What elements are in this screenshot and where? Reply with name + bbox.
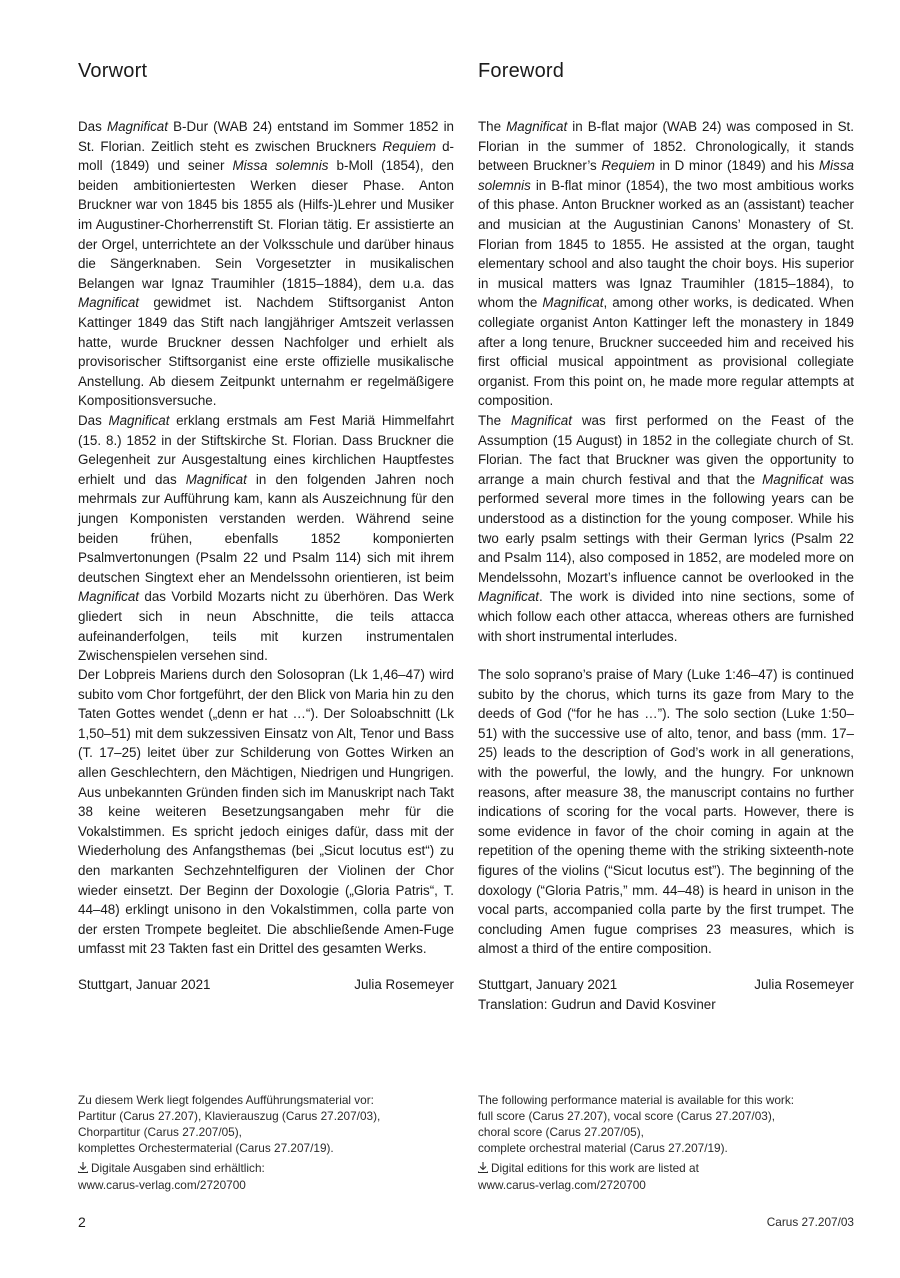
- carus-link[interactable]: www.carus-verlag.com/2720700: [78, 1178, 246, 1192]
- download-icon: [478, 1161, 488, 1177]
- italic-title: Magnificat: [478, 589, 540, 605]
- foreword-column: [478, 0, 854, 1278]
- italic-title: Missa solemnis: [232, 158, 329, 174]
- material-line: choral score (Carus 27.207/05),: [478, 1125, 644, 1139]
- foreword-paragraph: The solo soprano’s praise of Mary (Luke 1:46–47) is continued subito by the chorus, which turns its gaze from Mary to the deeds of God (“for he has …”). The solo section (Luke 1:50–51) with the successive use of alto, tenor, and bass (mm. 17–25) leads to the description of God’s work in all generations, with the powerful, the lowly, and the hungry. For unknown reasons, after measure 38, the manuscript contains no further indications of scoring for the vocal parts. However, there is some evidence in favor of the choir coming in again at the repetition of the opening theme with the striking sixteenth-note figures of the violins (“Sicut locutus est”). The beginning of the doxology (“Gloria Patris,” mm. 44–48) is heard in unison in the vocal parts, accompanied colla parte by the first trumpet. The concluding Amen fugue comprises 23 measures, which is almost a third of the entire composition.: [478, 667, 854, 957]
- page-number: 2: [78, 1214, 86, 1230]
- foreword-signature: [478, 975, 854, 1014]
- italic-title: Requiem: [601, 158, 655, 174]
- foreword-paragraph: The Magnificat was first performed on the Feast of the Assumption (15 August) in 1852 in the collegiate church of St. Florian. The fact that Bruckner was given the opportunity to arrange a main church festival and that the Magnificat was performed several more times in the following years can be understood as a distinction for the young composer. While his two early psalm settings with their German lyrics (Psalm 22 and Psalm 114), also composed in 1852, are modeled more on Mendelssohn, Mozart’s influence cannot be overlooked in the Magnificat. The work is divided into nine sections, some of which follow each other attacca, whereas others are furnished with short instrumental interludes.: [478, 413, 854, 644]
- italic-title: Magnificat: [506, 119, 568, 134]
- material-line: Chorpartitur (Carus 27.207/05),: [78, 1125, 242, 1139]
- author-name: Julia Rosemeyer: [754, 977, 854, 992]
- download-icon: [78, 1161, 88, 1177]
- catalog-number: Carus 27.207/03: [766, 1215, 854, 1229]
- italic-title: Magnificat: [762, 471, 824, 487]
- place-date: Stuttgart, January 2021: [478, 977, 618, 992]
- material-line: Zu diesem Werk liegt folgendes Aufführungsmaterial vor:: [78, 1093, 374, 1107]
- performance-material-note: [478, 1092, 854, 1156]
- vorwort-paragraph: Der Lobpreis Mariens durch den Solosopran (Lk 1,46–47) wird subito vom Chor fortgeführt, der den Blick von Maria hin zu den Taten Gottes wendet („denn er hat …“). Der Soloabschnitt (Lk 1,50–51) mit dem sukzessiven Einsatz von Alt, Tenor und Bass (T. 17–25) leitet über zur Schilderung von Gottes Wirken an allen Geschlechtern, den Mächtigen, Niedrigen und Hungrigen. Aus unbekannten Gründen finden sich im Manuskript nach Takt 38 keine weiteren Besetzungsangaben mehr für die Vokalstimmen. Es spricht jedoch einiges dafür, dass mit der Wiederholung des Anfangsthemas (bei „Sicut locutus est“) zu den markanten Sechzehntelfiguren der Violinen der Chor wieder einsetzt. Der Beginn der Doxologie („Gloria Patris“, T. 44–48) erklingt unisono in den Vokalstimmen, colla parte von der ersten Trompete begleitet. Die abschließende Amen-Fuge umfasst mit 23 Takten fast ein Drittel des gesamten Werks.: [78, 667, 454, 957]
- foreword-heading: Foreword: [478, 60, 565, 82]
- performance-material-note: [78, 1092, 454, 1156]
- italic-title: Magnificat: [78, 295, 140, 311]
- material-line: full score (Carus 27.207), vocal score (Carus 27.207/03),: [478, 1109, 776, 1123]
- italic-title: Magnificat: [185, 471, 247, 487]
- italic-title: Magnificat: [106, 119, 168, 134]
- foreword-paragraph: The Magnificat in B-flat major (WAB 24) was composed in St. Florian in the summer of 1852. Chronologically, it stands between Bruckner’s Requiem in D minor (1849) and his Missa solemnis in B-flat minor (1854), the two most ambitious works of this phase. Anton Bruckner worked as an (assistant) teacher and musician at the Augustinian Canons’ Monastery of St. Florian from 1845 to 1855. He assisted at the organ, taught elementary school and also taught the choir boys. His superior in musical matters was Ignaz Traumihler (1815–1884), to whom the Magnificat, among other works, is dedicated. When collegiate organist Anton Kattinger left the monastery in 1849 after a long tenure, Bruckner succeeded him and received his first official musical appointment as provisional collegiate organist. From this point on, he made more regular attempts at composition.: [478, 119, 855, 409]
- material-line: complete orchestral material (Carus 27.207/19).: [478, 1141, 728, 1155]
- place-date: Stuttgart, Januar 2021: [78, 977, 211, 992]
- digital-editions-note: [78, 1160, 454, 1193]
- vorwort-heading: Vorwort: [78, 60, 148, 82]
- vorwort-signature: [78, 975, 454, 995]
- vorwort-paragraph: Das Magnificat B-Dur (WAB 24) entstand im Sommer 1852 in St. Florian. Zeitlich steht es zwischen Bruckners Requiem d-moll (1849) und seiner Missa solemnis b-Moll (1854), den beiden ambitioniertesten Werken dieser Phase. Anton Bruckner war von 1845 bis 1855 als (Hilfs-)Lehrer und Musiker im Augustiner-Chorherrenstift St. Florian tätig. Er assistierte an der Orgel, unterrichtete an der Volksschule und darüber hinaus die Sängerknaben. Sein Vorgesetzter in musikalischen Belangen war Ignaz Traumihler (1815–1884), dem u.a. das Magnificat gewidmet ist. Nachdem Stiftsorganist Anton Kattinger 1849 das Stift nach langjähriger Amtszeit verlassen hatte, wurde Bruckner dessen Nachfolger und erhielt als provisorischer Stiftsorganist eine erste offizielle musikalische Anstellung. Ab diesem Zeitpunkt unternahm er regelmäßigere Kompositionsversuche.: [78, 119, 454, 409]
- digital-text: Digitale Ausgaben sind erhältlich:: [91, 1161, 265, 1175]
- italic-title: Magnificat: [108, 413, 170, 428]
- italic-title: Missa solemnis: [478, 158, 854, 193]
- material-line: The following performance material is available for this work:: [478, 1093, 795, 1107]
- material-line: komplettes Orchestermaterial (Carus 27.207/19).: [78, 1141, 334, 1155]
- translation-credit: Translation: Gudrun and David Kosviner: [478, 996, 716, 1012]
- digital-text: Digital editions for this work are listed at: [491, 1161, 699, 1175]
- material-line: Partitur (Carus 27.207), Klavierauszug (Carus 27.207/03),: [78, 1109, 381, 1123]
- italic-title: Requiem: [382, 138, 437, 154]
- vorwort-paragraph: Das Magnificat erklang erstmals am Fest Mariä Himmelfahrt (15. 8.) 1852 in der Stiftskirche St. Florian. Dass Bruckner die Gelegenheit zur Ausgestaltung eines kirchlichen Hauptfestes erhielt und das Magnificat in den folgenden Jahren noch mehrmals zur Aufführung kam, kann als Auszeichnung für den jungen Komponisten verstanden werden. Während seine beiden frühen, ebenfalls 1852 komponierten Psalmvertonungen (Psalm 22 und Psalm 114) sich mit ihrem deutschen Singtext eher an Mendelssohn orientieren, ist beim Magnificat das Vorbild Mozarts nicht zu überhören. Das Werk gliedert sich in neun Abschnitte, die teils attacca aufeinanderfolgen, teils mit kurzen instrumentalen Zwischenspielen versehen sind.: [78, 413, 454, 664]
- italic-title: Magnificat: [78, 589, 140, 605]
- italic-title: Magnificat: [542, 295, 604, 311]
- vorwort-column: [78, 0, 454, 1278]
- digital-editions-note: [478, 1160, 854, 1193]
- carus-link[interactable]: www.carus-verlag.com/2720700: [478, 1178, 646, 1192]
- author-name: Julia Rosemeyer: [354, 977, 454, 992]
- italic-title: Magnificat: [510, 413, 572, 428]
